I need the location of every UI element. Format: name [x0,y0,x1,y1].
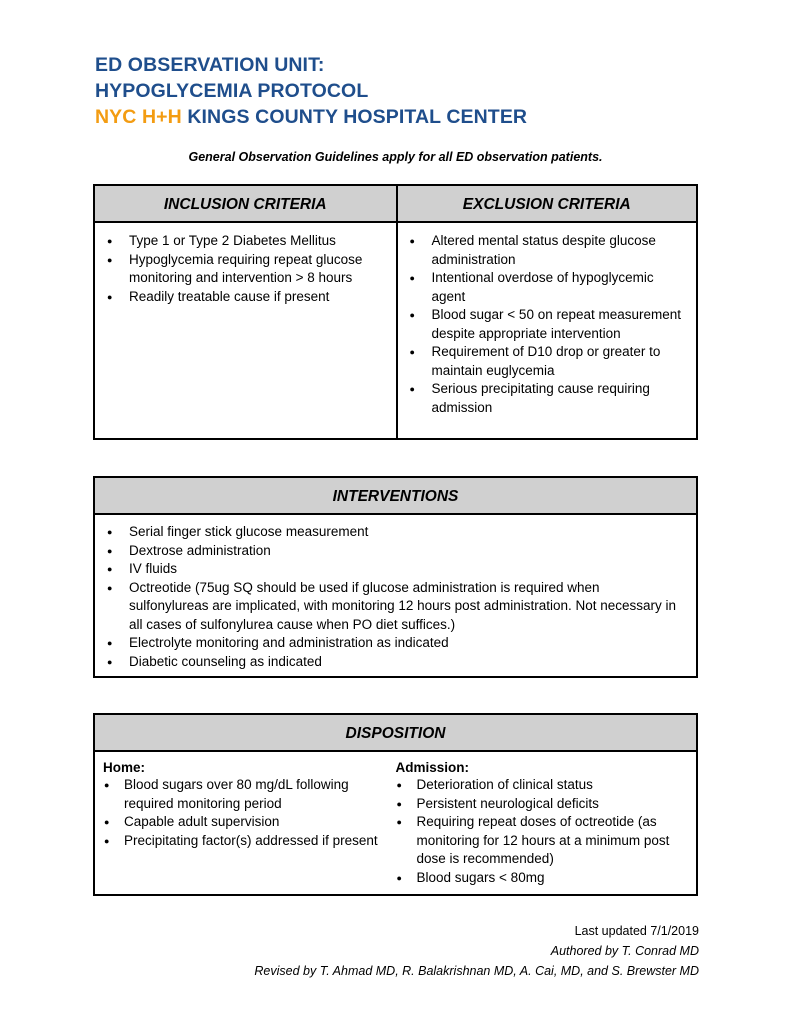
list-item: ● Precipitating factor(s) addressed if present [103,832,396,851]
authored-by: Authored by T. Conrad MD [550,944,699,958]
disposition-header: DISPOSITION [95,715,696,752]
home-list [103,776,396,850]
list-item: ● Dextrose administration [95,542,676,561]
list-item: ● Requirement of D10 drop or greater to maintain euglycemia [398,343,689,380]
home-label: Home: [103,760,146,775]
title-hospital-name: KINGS COUNTY HOSPITAL CENTER [181,106,528,128]
admission-list [396,776,689,887]
exclusion-list [398,223,697,417]
last-updated: Last updated 7/1/2019 [574,924,699,938]
criteria-table [93,184,698,440]
list-item: ● Hypoglycemia requiring repeat glucose monitoring and intervention > 8 hours [95,251,388,288]
revised-by: Revised by T. Ahmad MD, R. Balakrishnan MD, A. Cai, MD, and S. Brewster MD [254,964,699,978]
list-item: ● Blood sugar < 50 on repeat measurement despite appropriate intervention [398,306,689,343]
list-item: ● Electrolyte monitoring and administration as indicated [95,634,676,653]
list-item: ● Diabetic counseling as indicated [95,653,676,672]
list-item: ● Blood sugars < 80mg [396,869,689,888]
list-item: ● Altered mental status despite glucose administration [398,232,689,269]
list-item: ● Intentional overdose of hypoglycemic agent [398,269,689,306]
list-item: ● Requiring repeat doses of octreotide (as monitoring for 12 hours at a minimum post dose is recommended) [396,813,689,869]
list-item: ● Serial finger stick glucose measurement [95,523,676,542]
list-item: ● Deterioration of clinical status [396,776,689,795]
home-column [103,759,396,887]
interventions-list [95,515,696,671]
inclusion-header: INCLUSION CRITERIA [95,186,396,223]
list-item: ● IV fluids [95,560,676,579]
inclusion-list [95,223,396,306]
exclusion-column [396,186,697,438]
disposition-table [93,713,698,896]
interventions-table [93,476,698,678]
title-line-3 [95,104,527,130]
document-title [95,52,527,130]
list-item: ● Persistent neurological deficits [396,795,689,814]
interventions-header: INTERVENTIONS [95,478,696,515]
title-line-1: ED OBSERVATION UNIT: [95,54,325,76]
exclusion-header: EXCLUSION CRITERIA [398,186,697,223]
list-item: ● Serious precipitating cause requiring admission [398,380,689,417]
list-item: ● Capable adult supervision [103,813,396,832]
list-item: ● Blood sugars over 80 mg/dL following required monitoring period [103,776,396,813]
title-accent: NYC H+H [95,106,182,128]
list-item: ● Type 1 or Type 2 Diabetes Mellitus [95,232,388,251]
admission-label: Admission: [395,760,470,775]
title-line-2: HYPOGLYCEMIA PROTOCOL [95,80,369,102]
inclusion-column [95,186,396,438]
footer [254,921,699,981]
list-item: ● Readily treatable cause if present [95,288,388,307]
subtitle: General Observation Guidelines apply for all ED observation patients. [188,150,603,164]
admission-column [396,759,689,887]
list-item: ● Octreotide (75ug SQ should be used if glucose administration is required when sulfonylureas are implicated, with monitoring 12 hours post administration. Not necessary in all cases of sulfonylurea cause when PO diet suffices.) [95,579,676,635]
